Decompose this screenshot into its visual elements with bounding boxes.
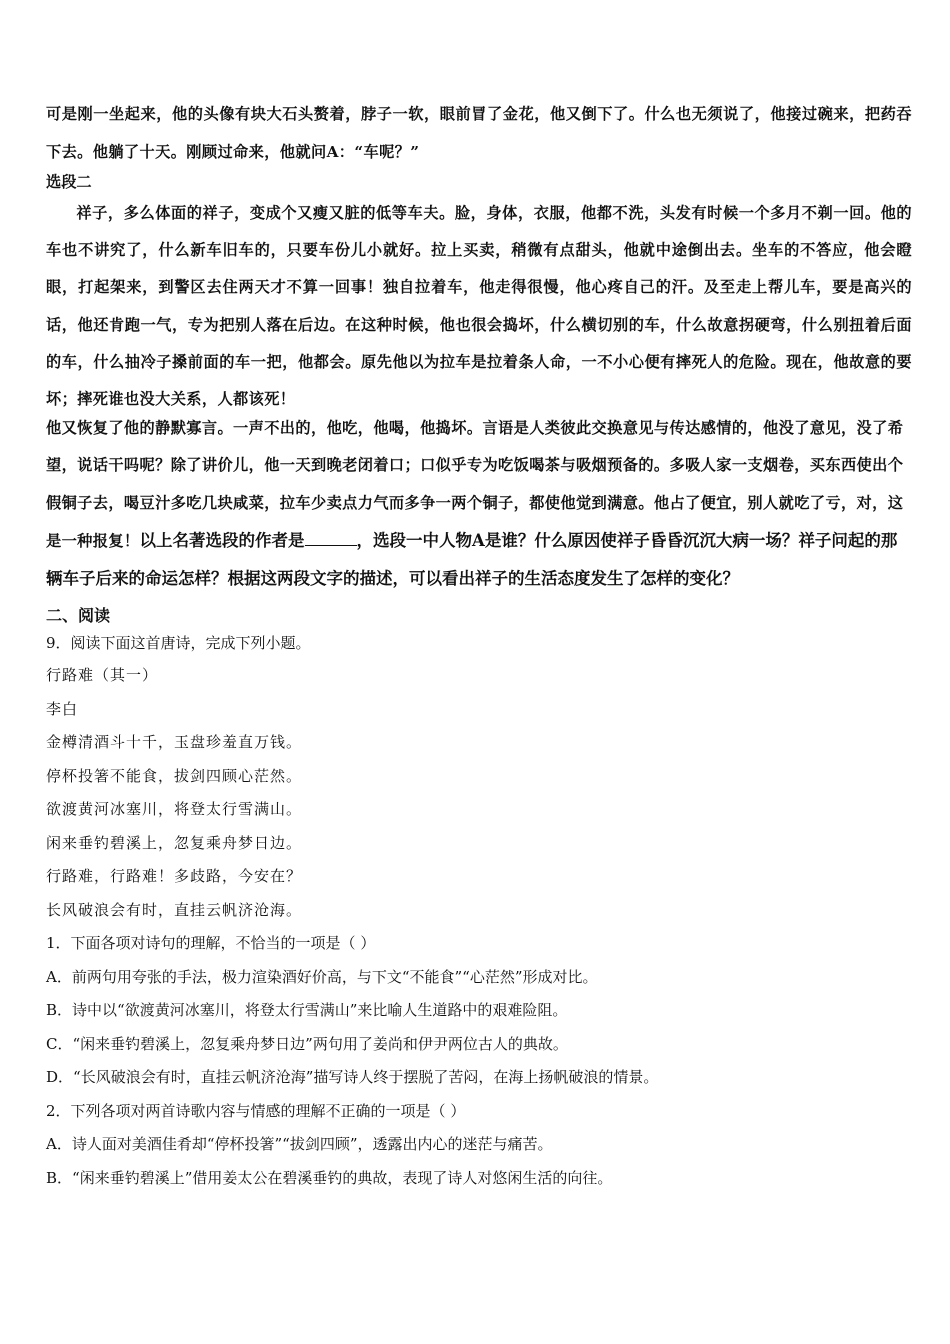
subquestion-1-option-a[interactable]: A．前两句用夸张的手法，极力渲染酒好价高，与下文“不能食”“心茫然”形成对比。: [46, 967, 598, 986]
question-text-after-blank: ，选段一中人物A是谁？什么原因使祥子昏昏沉沉大病一场？祥子问起的那辆车子后来的命运怎样？根据这两段文字的描述，可以看出祥子的生活态度发生了怎样的变化？: [46, 530, 898, 589]
poem-line: 欲渡黄河冰塞川，将登太行雪满山。: [46, 800, 303, 819]
section-heading-reading: 二、阅读: [46, 606, 111, 626]
subquestion-2-stem: 2．下列各项对两首诗歌内容与情感的理解不正确的一项是（ ）: [46, 1101, 466, 1120]
subquestion-1-option-b[interactable]: B．诗中以“欲渡黄河冰塞川，将登太行雪满山”来比喻人生道路中的艰难险阻。: [46, 1001, 568, 1020]
subquestion-2-option-b[interactable]: B．“闲来垂钓碧溪上”借用姜太公在碧溪垂钓的典故，表现了诗人对悠闲生活的向往。: [46, 1168, 613, 1187]
poem-line: 金樽清酒斗十千，玉盘珍羞直万钱。: [46, 733, 303, 752]
poem-line: 行路难，行路难！多歧路，今安在？: [46, 867, 303, 886]
document-page: [46, 96, 912, 1195]
subquestion-1-option-d[interactable]: D．“长风破浪会有时，直挂云帆济沧海”描写诗人终于摆脱了苦闷，在海上扬帆破浪的情景。: [46, 1068, 659, 1087]
subquestion-2-option-a[interactable]: A．诗人面对美酒佳肴却“停杯投箸”“拔剑四顾”，透露出内心的迷茫与痛苦。: [46, 1135, 553, 1154]
passage-paragraph-2: 祥子，多么体面的祥子，变成个又瘦又脏的低等车夫。脸，身体，衣服，他都不洗，头发有时候一个多月不剃一回。他的车也不讲究了，什么新车旧车的，只要车份儿小就好。拉上买卖，稍微有点甜头，他就中途倒出去。坐车的不答应，他会瞪眼，打起架来，到警区去住两天才不算一回事！独自拉着车，他走得很慢，他心疼自己的汗。及至走上帮儿车，要是高兴的话，他还肯跑一气，专为把别人落在后边。在这种时候，他也很会捣坏，什么横切别的车，什么故意拐硬弯，什么别扭着后面的车，什么抽冷子搡前面的车一把，他都会。原先他以为拉车是拉着条人命，一不小心便有摔死人的危险。现在，他故意的要坏；摔死谁也没大关系，人都该死！: [46, 204, 912, 409]
passage-paragraph-3-and-question: [46, 410, 912, 597]
poem-author: 李白: [46, 699, 79, 718]
question-9-stem: 9．阅读下面这首唐诗，完成下列小题。: [46, 634, 311, 653]
excerpt-two-label: 选段二: [46, 173, 92, 191]
passage-paragraph-1: 可是刚一坐起来，他的头像有块大石头赘着，脖子一软，眼前冒了金花，他又倒下了。什么也无须说了，他接过碗来，把药吞下去。他躺了十天。刚顾过命来，他就问A：“车呢？”: [46, 105, 912, 161]
passage-paragraph-3: 他又恢复了他的静默寡言。一声不出的，他吃，他喝，他捣坏。言语是人类彼此交换意见与传达感情的，他没了意见，没了希望，说话干吗呢？除了讲价儿，他一天到晚老闭着口；口似乎专为吃饭喝茶与吸烟预备的。多吸人家一支烟卷，买东西使出个假铜子去，喝豆汁多吃几块咸菜，拉车少卖点力气而多争一两个铜子，都使他觉到满意。他占了便宜，别人就吃了亏，对，这是一种报复！: [46, 419, 904, 550]
poem-title: 行路难（其一）: [46, 666, 159, 685]
answer-blank[interactable]: [305, 529, 357, 546]
question-text-before-blank: 以上名著选段的作者是: [139, 530, 305, 550]
poem-line: 长风破浪会有时，直挂云帆济沧海。: [46, 900, 303, 919]
poem-line: 停杯投箸不能食，拔剑四顾心茫然。: [46, 766, 303, 785]
subquestion-1-stem: 1．下面各项对诗句的理解，不恰当的一项是（ ）: [46, 934, 376, 953]
poem-line: 闲来垂钓碧溪上，忽复乘舟梦日边。: [46, 833, 303, 852]
subquestion-1-option-c[interactable]: C．“闲来垂钓碧溪上，忽复乘舟梦日边”两句用了姜尚和伊尹两位古人的典故。: [46, 1034, 568, 1053]
